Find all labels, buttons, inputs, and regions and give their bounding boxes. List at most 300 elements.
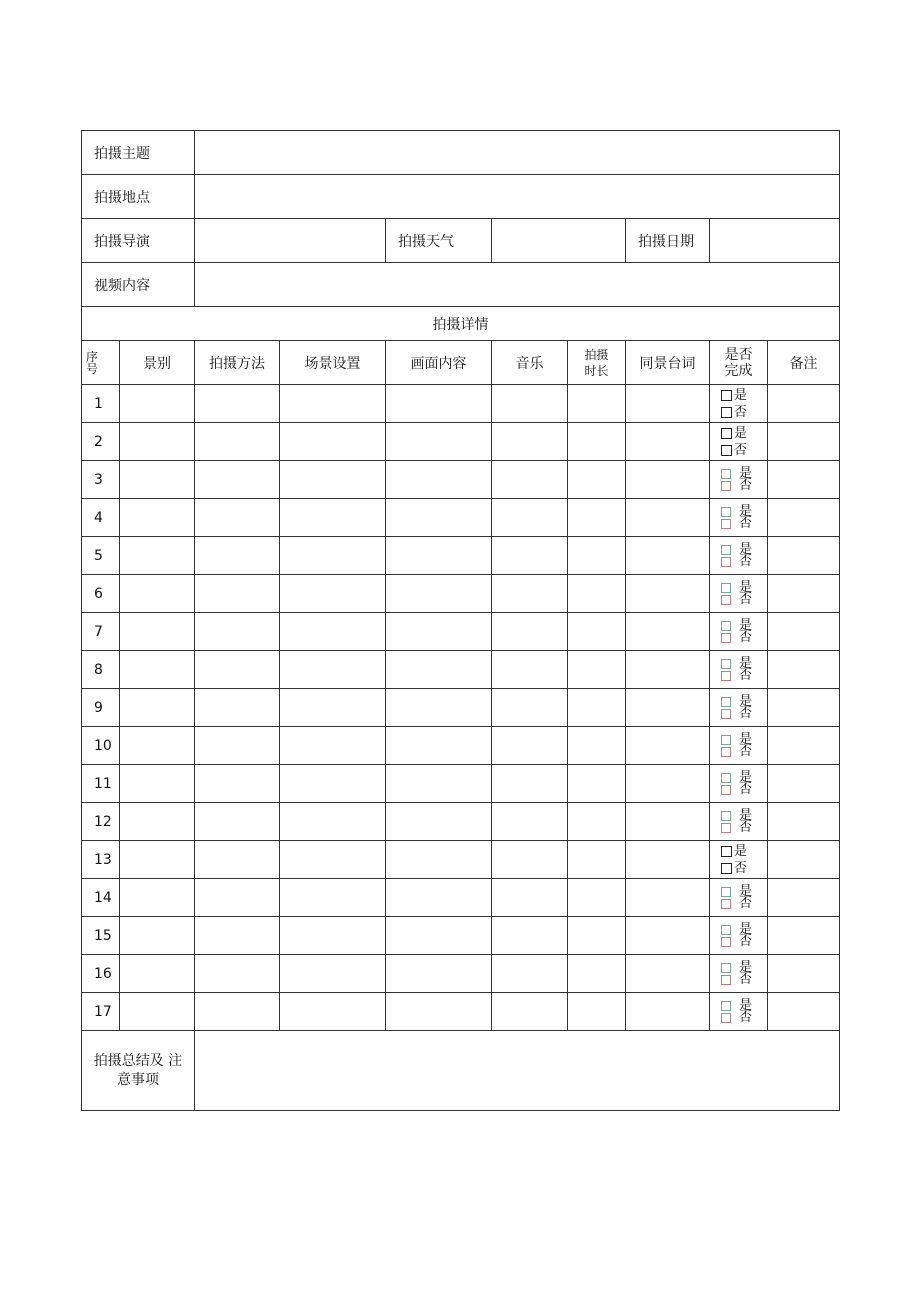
- music-cell[interactable]: [492, 727, 568, 765]
- music-cell[interactable]: [492, 575, 568, 613]
- table-row: [82, 765, 840, 803]
- picture-cell[interactable]: [386, 955, 492, 993]
- shot-cell[interactable]: [120, 651, 195, 689]
- checkbox-icon[interactable]: [721, 863, 732, 874]
- weather-label: 拍摄天气: [386, 219, 492, 263]
- shot-cell[interactable]: [120, 993, 195, 1031]
- done-option-no[interactable]: [721, 895, 753, 911]
- remarks-cell[interactable]: [768, 461, 840, 499]
- checkbox-icon[interactable]: [721, 709, 731, 719]
- music-cell[interactable]: [492, 993, 568, 1031]
- picture-cell[interactable]: [386, 803, 492, 841]
- duration-cell[interactable]: [568, 917, 626, 955]
- checkbox-icon[interactable]: [721, 621, 731, 631]
- header-method: 拍摄方法: [195, 341, 280, 385]
- shot-cell[interactable]: [120, 385, 195, 423]
- done-cell: [710, 879, 768, 917]
- duration-cell[interactable]: [568, 537, 626, 575]
- dialogue-cell[interactable]: [626, 917, 710, 955]
- summary-value[interactable]: [195, 1031, 840, 1111]
- done-cell: [710, 993, 768, 1031]
- remarks-cell[interactable]: [768, 575, 840, 613]
- scene-cell[interactable]: [280, 613, 386, 651]
- done-options: [710, 883, 767, 911]
- done-options: [710, 843, 767, 877]
- detail-rows: [82, 385, 840, 1031]
- done-option-no[interactable]: [721, 442, 747, 459]
- done-option-yes[interactable]: [721, 843, 747, 860]
- row-number: 9: [82, 689, 120, 727]
- row-number: 15: [82, 917, 120, 955]
- table-row: [82, 689, 840, 727]
- music-cell[interactable]: [492, 613, 568, 651]
- done-option-label: 是: [739, 693, 753, 709]
- dialogue-cell[interactable]: [626, 727, 710, 765]
- done-cell: [710, 461, 768, 499]
- done-options: [710, 425, 767, 459]
- method-cell[interactable]: [195, 765, 280, 803]
- header-duration-line1: 拍摄: [584, 347, 609, 362]
- director-label: 拍摄导演: [82, 219, 195, 263]
- done-option-label: 是: [739, 655, 753, 671]
- checkbox-icon[interactable]: [721, 773, 731, 783]
- checkbox-icon[interactable]: [721, 846, 732, 857]
- weather-value[interactable]: [492, 219, 626, 263]
- table-row: [82, 651, 840, 689]
- remarks-cell[interactable]: [768, 423, 840, 461]
- duration-cell[interactable]: [568, 613, 626, 651]
- done-options: [710, 579, 767, 607]
- done-option-no[interactable]: [721, 591, 753, 607]
- remarks-cell[interactable]: [768, 765, 840, 803]
- done-option-no[interactable]: [721, 933, 753, 949]
- checkbox-icon[interactable]: [721, 925, 731, 935]
- shot-cell[interactable]: [120, 499, 195, 537]
- done-option-label: 否: [739, 591, 753, 607]
- duration-cell[interactable]: [568, 841, 626, 879]
- duration-cell[interactable]: [568, 727, 626, 765]
- row-number: 4: [82, 499, 120, 537]
- done-options: [710, 807, 767, 835]
- done-option-label: 否: [739, 477, 753, 493]
- checkbox-icon[interactable]: [721, 390, 732, 401]
- music-cell[interactable]: [492, 651, 568, 689]
- music-cell[interactable]: [492, 765, 568, 803]
- method-cell[interactable]: [195, 727, 280, 765]
- shot-cell[interactable]: [120, 613, 195, 651]
- done-cell: [710, 955, 768, 993]
- checkbox-icon[interactable]: [721, 697, 731, 707]
- checkbox-icon[interactable]: [721, 583, 731, 593]
- table-row: [82, 423, 840, 461]
- music-cell[interactable]: [492, 955, 568, 993]
- scene-cell[interactable]: [280, 917, 386, 955]
- shot-cell[interactable]: [120, 689, 195, 727]
- done-option-no[interactable]: [721, 515, 753, 531]
- dialogue-cell[interactable]: [626, 879, 710, 917]
- picture-cell[interactable]: [386, 575, 492, 613]
- done-cell: [710, 499, 768, 537]
- done-option-label: 否: [739, 515, 753, 531]
- scene-cell[interactable]: [280, 461, 386, 499]
- remarks-cell[interactable]: [768, 499, 840, 537]
- header-scene: 场景设置: [280, 341, 386, 385]
- duration-cell[interactable]: [568, 385, 626, 423]
- music-cell[interactable]: [492, 803, 568, 841]
- dialogue-cell[interactable]: [626, 499, 710, 537]
- checkbox-icon[interactable]: [721, 811, 731, 821]
- duration-cell[interactable]: [568, 955, 626, 993]
- checkbox-icon[interactable]: [721, 975, 731, 985]
- table-row: [82, 461, 840, 499]
- music-cell[interactable]: [492, 879, 568, 917]
- done-option-label: 是: [739, 883, 753, 899]
- checkbox-icon[interactable]: [721, 823, 731, 833]
- music-cell[interactable]: [492, 499, 568, 537]
- picture-cell[interactable]: [386, 423, 492, 461]
- method-cell[interactable]: [195, 879, 280, 917]
- shot-cell[interactable]: [120, 765, 195, 803]
- row-number: 3: [82, 461, 120, 499]
- method-cell[interactable]: [195, 423, 280, 461]
- shot-cell[interactable]: [120, 423, 195, 461]
- table-row: [82, 955, 840, 993]
- shot-cell[interactable]: [120, 803, 195, 841]
- done-option-no[interactable]: [721, 781, 753, 797]
- picture-cell[interactable]: [386, 499, 492, 537]
- done-option-no[interactable]: [721, 404, 747, 421]
- header-duration: [568, 341, 626, 385]
- done-option-no[interactable]: [721, 860, 747, 877]
- done-option-no[interactable]: [721, 477, 753, 493]
- checkbox-icon[interactable]: [721, 545, 731, 555]
- scene-cell[interactable]: [280, 765, 386, 803]
- remarks-cell[interactable]: [768, 727, 840, 765]
- done-option-no[interactable]: [721, 667, 753, 683]
- done-option-label: 否: [739, 705, 753, 721]
- picture-cell[interactable]: [386, 879, 492, 917]
- shot-cell[interactable]: [120, 537, 195, 575]
- table-row: [82, 613, 840, 651]
- checkbox-icon[interactable]: [721, 671, 731, 681]
- done-option-no[interactable]: [721, 819, 753, 835]
- done-options: [710, 693, 767, 721]
- duration-cell[interactable]: [568, 879, 626, 917]
- remarks-cell[interactable]: [768, 917, 840, 955]
- scene-cell[interactable]: [280, 423, 386, 461]
- shot-cell[interactable]: [120, 461, 195, 499]
- method-cell[interactable]: [195, 575, 280, 613]
- done-options: [710, 921, 767, 949]
- done-option-label: 否: [739, 781, 753, 797]
- done-option-label: 否: [739, 629, 753, 645]
- done-option-no[interactable]: [721, 629, 753, 645]
- duration-cell[interactable]: [568, 765, 626, 803]
- remarks-cell[interactable]: [768, 993, 840, 1031]
- scene-cell[interactable]: [280, 727, 386, 765]
- checkbox-icon[interactable]: [721, 659, 731, 669]
- checkbox-icon[interactable]: [721, 445, 732, 456]
- theme-value[interactable]: [195, 131, 840, 175]
- header-done: [710, 341, 768, 385]
- checkbox-icon[interactable]: [721, 481, 731, 491]
- remarks-cell[interactable]: [768, 689, 840, 727]
- duration-cell[interactable]: [568, 993, 626, 1031]
- done-option-yes[interactable]: [721, 425, 747, 442]
- checkbox-icon[interactable]: [721, 428, 732, 439]
- shot-cell[interactable]: [120, 575, 195, 613]
- done-options: [710, 617, 767, 645]
- checkbox-icon[interactable]: [721, 735, 731, 745]
- done-options: [710, 959, 767, 987]
- duration-cell[interactable]: [568, 689, 626, 727]
- scene-cell[interactable]: [280, 575, 386, 613]
- checkbox-icon[interactable]: [721, 1001, 731, 1011]
- header-done-line2: 完成: [724, 362, 753, 379]
- music-cell[interactable]: [492, 423, 568, 461]
- remarks-cell[interactable]: [768, 879, 840, 917]
- done-option-no[interactable]: [721, 553, 753, 569]
- done-cell: [710, 803, 768, 841]
- done-cell: [710, 423, 768, 461]
- scene-cell[interactable]: [280, 993, 386, 1031]
- remarks-cell[interactable]: [768, 803, 840, 841]
- shot-cell[interactable]: [120, 955, 195, 993]
- header-picture: 画面内容: [386, 341, 492, 385]
- duration-cell[interactable]: [568, 499, 626, 537]
- duration-cell[interactable]: [568, 575, 626, 613]
- checkbox-icon[interactable]: [721, 937, 731, 947]
- music-cell[interactable]: [492, 461, 568, 499]
- dialogue-cell[interactable]: [626, 765, 710, 803]
- row-number: 8: [82, 651, 120, 689]
- done-option-yes[interactable]: [721, 387, 747, 404]
- picture-cell[interactable]: [386, 917, 492, 955]
- method-cell[interactable]: [195, 613, 280, 651]
- done-cell: [710, 651, 768, 689]
- method-cell[interactable]: [195, 537, 280, 575]
- music-cell[interactable]: [492, 841, 568, 879]
- dialogue-cell[interactable]: [626, 803, 710, 841]
- remarks-cell[interactable]: [768, 651, 840, 689]
- checkbox-icon[interactable]: [721, 519, 731, 529]
- done-option-label: 是: [739, 541, 753, 557]
- remarks-cell[interactable]: [768, 537, 840, 575]
- header-seq-line2: 号: [86, 361, 99, 376]
- checkbox-icon[interactable]: [721, 633, 731, 643]
- scene-cell[interactable]: [280, 385, 386, 423]
- duration-cell[interactable]: [568, 803, 626, 841]
- checkbox-icon[interactable]: [721, 1013, 731, 1023]
- scene-cell[interactable]: [280, 879, 386, 917]
- done-option-label: 否: [739, 933, 753, 949]
- done-option-label: 否: [734, 442, 748, 458]
- done-option-label: 否: [739, 819, 753, 835]
- header-dialogue: 同景台词: [626, 341, 710, 385]
- checkbox-icon[interactable]: [721, 469, 731, 479]
- done-option-label: 是: [734, 425, 748, 441]
- done-option-label: 是: [739, 465, 753, 481]
- done-options: [710, 541, 767, 569]
- scene-cell[interactable]: [280, 537, 386, 575]
- duration-cell[interactable]: [568, 423, 626, 461]
- shooting-plan-table: [81, 130, 840, 1111]
- picture-cell[interactable]: [386, 727, 492, 765]
- done-option-label: 否: [739, 971, 753, 987]
- done-option-label: 否: [739, 895, 753, 911]
- scene-cell[interactable]: [280, 499, 386, 537]
- dialogue-cell[interactable]: [626, 651, 710, 689]
- music-cell[interactable]: [492, 385, 568, 423]
- scene-cell[interactable]: [280, 651, 386, 689]
- done-option-no[interactable]: [721, 705, 753, 721]
- row-number: 16: [82, 955, 120, 993]
- summary-label-line2: 意事项: [117, 1071, 159, 1088]
- header-shot: 景别: [120, 341, 195, 385]
- dialogue-cell[interactable]: [626, 537, 710, 575]
- music-cell[interactable]: [492, 537, 568, 575]
- dialogue-cell[interactable]: [626, 385, 710, 423]
- dialogue-cell[interactable]: [626, 423, 710, 461]
- checkbox-icon[interactable]: [721, 899, 731, 909]
- shot-cell[interactable]: [120, 917, 195, 955]
- checkbox-icon[interactable]: [721, 557, 731, 567]
- picture-cell[interactable]: [386, 689, 492, 727]
- method-cell[interactable]: [195, 803, 280, 841]
- done-option-no[interactable]: [721, 971, 753, 987]
- table-row: [82, 803, 840, 841]
- checkbox-icon[interactable]: [721, 785, 731, 795]
- checkbox-icon[interactable]: [721, 887, 731, 897]
- table-row: [82, 537, 840, 575]
- music-cell[interactable]: [492, 689, 568, 727]
- header-done-line1: 是否: [724, 346, 753, 363]
- row-number: 17: [82, 993, 120, 1031]
- header-music: 音乐: [492, 341, 568, 385]
- done-option-label: 是: [739, 807, 753, 823]
- table-row: [82, 879, 840, 917]
- done-option-label: 否: [739, 1009, 753, 1025]
- summary-label: [82, 1031, 195, 1111]
- method-cell[interactable]: [195, 955, 280, 993]
- picture-cell[interactable]: [386, 461, 492, 499]
- shot-cell[interactable]: [120, 879, 195, 917]
- method-cell[interactable]: [195, 385, 280, 423]
- done-option-label: 是: [739, 997, 753, 1013]
- table-row: [82, 841, 840, 879]
- picture-cell[interactable]: [386, 651, 492, 689]
- method-cell[interactable]: [195, 841, 280, 879]
- row-number: 14: [82, 879, 120, 917]
- done-option-label: 否: [739, 553, 753, 569]
- scene-cell[interactable]: [280, 689, 386, 727]
- done-options: [710, 655, 767, 683]
- checkbox-icon[interactable]: [721, 747, 731, 757]
- done-option-no[interactable]: [721, 1009, 753, 1025]
- done-option-label: 是: [739, 579, 753, 595]
- done-option-label: 否: [734, 404, 748, 420]
- header-remarks: 备注: [768, 341, 840, 385]
- picture-cell[interactable]: [386, 765, 492, 803]
- picture-cell[interactable]: [386, 841, 492, 879]
- date-value[interactable]: [710, 219, 840, 263]
- done-cell: [710, 727, 768, 765]
- shot-cell[interactable]: [120, 841, 195, 879]
- row-number: 6: [82, 575, 120, 613]
- done-option-label: 是: [739, 503, 753, 519]
- method-cell[interactable]: [195, 461, 280, 499]
- row-number: 13: [82, 841, 120, 879]
- checkbox-icon[interactable]: [721, 407, 732, 418]
- done-options: [710, 387, 767, 421]
- checkbox-icon[interactable]: [721, 595, 731, 605]
- checkbox-icon[interactable]: [721, 963, 731, 973]
- scene-cell[interactable]: [280, 803, 386, 841]
- duration-cell[interactable]: [568, 651, 626, 689]
- row-number: 2: [82, 423, 120, 461]
- scene-cell[interactable]: [280, 841, 386, 879]
- header-seq-line1: 序: [86, 349, 99, 364]
- dialogue-cell[interactable]: [626, 461, 710, 499]
- done-options: [710, 731, 767, 759]
- done-options: [710, 503, 767, 531]
- location-value[interactable]: [195, 175, 840, 219]
- table-row: [82, 993, 840, 1031]
- music-cell[interactable]: [492, 917, 568, 955]
- remarks-cell[interactable]: [768, 613, 840, 651]
- table-row: [82, 727, 840, 765]
- remarks-cell[interactable]: [768, 385, 840, 423]
- dialogue-cell[interactable]: [626, 613, 710, 651]
- done-option-no[interactable]: [721, 743, 753, 759]
- method-cell[interactable]: [195, 993, 280, 1031]
- row-number: 1: [82, 385, 120, 423]
- picture-cell[interactable]: [386, 613, 492, 651]
- date-label: 拍摄日期: [626, 219, 710, 263]
- done-options: [710, 465, 767, 493]
- row-number: 10: [82, 727, 120, 765]
- remarks-cell[interactable]: [768, 841, 840, 879]
- method-cell[interactable]: [195, 651, 280, 689]
- done-option-label: 否: [734, 860, 748, 876]
- dialogue-cell[interactable]: [626, 575, 710, 613]
- dialogue-cell[interactable]: [626, 841, 710, 879]
- shot-cell[interactable]: [120, 727, 195, 765]
- summary-label-line1: 拍摄总结及 注: [93, 1052, 183, 1069]
- row-number: 12: [82, 803, 120, 841]
- picture-cell[interactable]: [386, 993, 492, 1031]
- done-option-label: 是: [739, 617, 753, 633]
- dialogue-cell[interactable]: [626, 993, 710, 1031]
- picture-cell[interactable]: [386, 537, 492, 575]
- scene-cell[interactable]: [280, 955, 386, 993]
- method-cell[interactable]: [195, 689, 280, 727]
- duration-cell[interactable]: [568, 461, 626, 499]
- done-cell: [710, 613, 768, 651]
- method-cell[interactable]: [195, 499, 280, 537]
- done-cell: [710, 575, 768, 613]
- remarks-cell[interactable]: [768, 955, 840, 993]
- method-cell[interactable]: [195, 917, 280, 955]
- checkbox-icon[interactable]: [721, 507, 731, 517]
- done-option-label: 是: [739, 959, 753, 975]
- picture-cell[interactable]: [386, 385, 492, 423]
- dialogue-cell[interactable]: [626, 689, 710, 727]
- content-value[interactable]: [195, 263, 840, 307]
- director-value[interactable]: [195, 219, 386, 263]
- theme-label: 拍摄主题: [82, 131, 195, 175]
- dialogue-cell[interactable]: [626, 955, 710, 993]
